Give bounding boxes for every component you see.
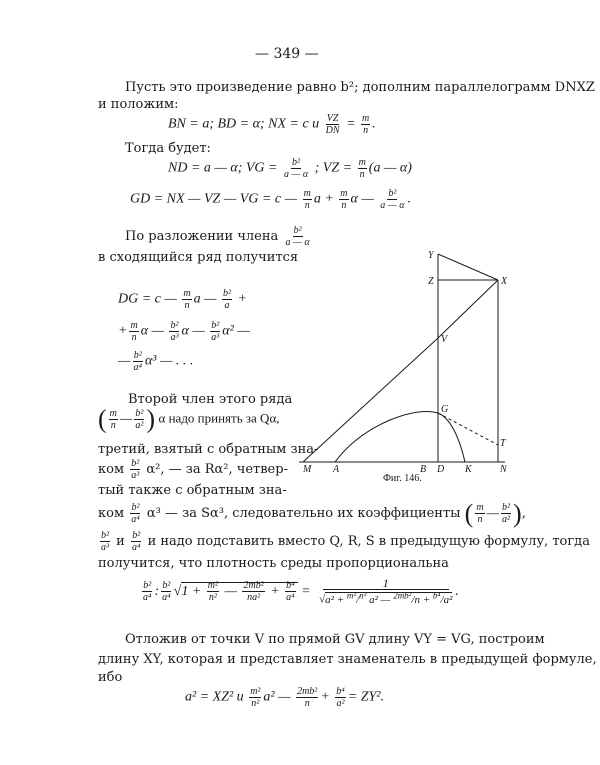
paragraph-line: Второй член этого ряда — [128, 392, 293, 407]
curve-G — [335, 412, 465, 462]
figure-caption: Фиг. 146. — [383, 473, 422, 484]
paragraph-line: в сходящийся ряд получится — [98, 250, 299, 265]
paragraph-line: Отложив от точки V по прямой GV длину VY = VG, построим — [125, 632, 545, 647]
line-GT-dotted — [438, 413, 498, 445]
paragraph-line: $\frac{\text{b²}}{\text{a³}}$ и $\frac{\text{b²}}{\text{a⁴}}$ и надо подставить вместо Q, R, S в предыдущую формулу, тогда — [101, 530, 590, 553]
equation-final: $\frac{\text{b²}}{\text{a⁴}}$ : $\frac{\text{b²}}{\text{a⁴}}$ √1 + $\frac{\text{m²}}{\text{n²}}$ — $\frac{\text{2mb²}}{\text{na²}}$ + $\frac{\text{b⁴}}{\text{a⁴}}$ = $\frac{1}{√a^2 + ^{m^2}/^{n^2} a^2 — ^{2mb^2}/n + ^{b^4}/a^2}$ . — [143, 576, 459, 606]
paragraph-line: получится, что плотность среды пропорциональна — [98, 556, 449, 571]
equation-last: a² = XZ² и $\frac{\text{m²}}{\text{n²}}$ a² — $\frac{\text{2mb²}}{n}$ + $\frac{\text{b⁴}}{\text{a²}}$ = ZY². — [185, 686, 384, 709]
paragraph-line: ( $\frac{m}{n}$ — $\frac{\text{b²}}{\text{a²}}$ ) α надо принять за Qα, — [98, 404, 280, 434]
label-K: K — [465, 464, 472, 475]
figure-146 — [295, 240, 510, 485]
label-X: X — [501, 276, 508, 287]
paragraph-line: ибо — [98, 670, 123, 685]
label-B: B — [420, 464, 427, 475]
label-V: V — [441, 334, 448, 345]
paragraph-line: По разложении члена $\frac{\text{b²}}{a — \alpha}$ — [125, 225, 310, 248]
paragraph-line: Тогда будет: — [125, 141, 211, 156]
label-Z: Z — [428, 276, 434, 287]
series-line-3: — $\frac{\text{b²}}{\text{a⁴}}$ α³ — . . . — [118, 350, 194, 373]
paragraph-line: тый также с обратным зна- — [98, 483, 287, 498]
line-MV — [303, 338, 438, 462]
equation-1: BN = a; BD = α; NX = c и $\frac{VZ}{DN}$ = $\frac{m}{n}$ . — [168, 113, 376, 136]
label-N: N — [500, 464, 507, 475]
series-line-1: DG = c — $\frac{m}{n}$ a — $\frac{\text{b²}}{a}$ + — [118, 288, 247, 311]
fraction: $\frac{VZ}{DN}$ — [325, 113, 340, 136]
equation-2: ND = a — α; VG = $\frac{\text{b²}}{a — \alpha}$ ; VZ = $\frac{m}{n}$ (a — α) — [168, 157, 412, 180]
label-G: G — [441, 404, 449, 415]
paragraph-line: ком $\frac{\text{b²}}{\text{a³}}$ α², — за Rα², четвер- — [98, 458, 288, 481]
line-VX — [438, 280, 498, 338]
label-A: A — [333, 464, 340, 475]
paragraph-line: и положим: — [98, 97, 179, 112]
label-D: D — [437, 464, 445, 475]
paragraph-line: ком $\frac{\text{b²}}{\text{a⁴}}$ α³ — за Sα³, следовательно их коэффициенты ( $\frac{m}{n}$ — $\frac{\text{b²}}{\text{a²}}$ ), — [98, 498, 526, 528]
equation-text: BN = a; BD = α; NX = c и — [168, 116, 320, 132]
label-T: T — [500, 438, 506, 449]
equation-3: GD = NX — VZ — VG = c — $\frac{m}{n}$ a + $\frac{m}{n}$ α — $\frac{\text{b²}}{a — \alpha}$ . — [130, 188, 411, 211]
paragraph-line: Пусть это произведение равно b²; дополним параллелограмм DNXZ — [125, 80, 595, 95]
label-M: M — [303, 464, 312, 475]
fraction: $\frac{m}{n}$ — [362, 113, 370, 136]
label-Y: Y — [428, 250, 434, 261]
page-number: — 349 — — [255, 46, 319, 62]
line-YX — [438, 254, 498, 280]
series-line-2: + $\frac{m}{n}$ α — $\frac{\text{b²}}{\text{a³}}$ α — $\frac{\text{b²}}{\text{a³}}$ α² — — [118, 320, 250, 343]
paragraph-line: третий, взятый с обратным зна- — [98, 442, 319, 457]
paragraph-line: длину XY, которая и представляет знаменатель в предыдущей формуле, — [98, 652, 597, 667]
